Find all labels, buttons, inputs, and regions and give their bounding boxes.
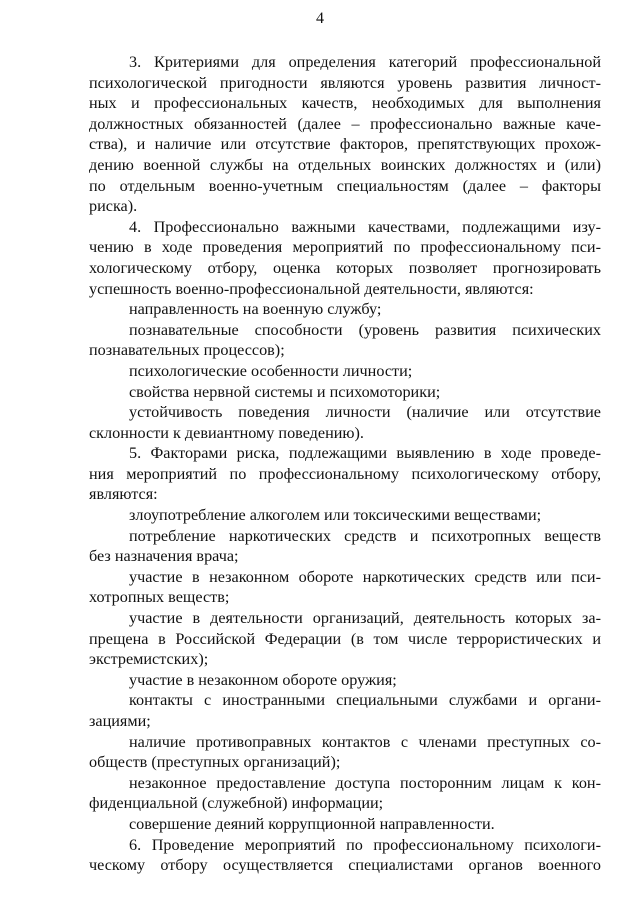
text-line: 5. Факторами риска, подлежащими выявлению в ходе проведе- xyxy=(129,444,601,463)
text-line: зациями; xyxy=(89,712,151,730)
text-line: познавательных процессов); xyxy=(89,341,285,360)
text-line: ства), и наличие или отсутствие факторов, препятствующих прохож- xyxy=(89,135,601,154)
text-line: совершение деяний коррупционной направленности. xyxy=(129,814,495,833)
text-line: злоупотребление алкоголем или токсическими веществами; xyxy=(129,506,542,525)
text-line: контакты с иностранными специальными службами и органи- xyxy=(129,691,601,710)
text-line: являются: xyxy=(89,485,158,504)
text-line: риска). xyxy=(89,197,138,216)
text-line: должностных обязанностей (далее – профессионально важные каче- xyxy=(89,114,601,133)
text-line: незаконное предоставление доступа посторонним лицам к кон- xyxy=(129,773,601,792)
text-line: наличие противоправных контактов с членами преступных со- xyxy=(129,732,601,751)
text-line: хологическому отбору, оценка которых позволяет прогнозировать xyxy=(89,258,601,277)
document-body xyxy=(89,52,601,876)
text-line: направленность на военную службу; xyxy=(129,300,382,319)
text-line: потребление наркотических средств и психотропных веществ xyxy=(129,526,601,545)
page-number: 4 xyxy=(316,10,324,27)
text-line: фиденциальной (служебной) информации; xyxy=(89,794,384,813)
text-line: хотропных веществ; xyxy=(89,588,230,607)
text-line: дению военной службы на отдельных воинских должностях и (или) xyxy=(89,155,601,174)
text-line: 6. Проведение мероприятий по профессиональному психологи- xyxy=(129,835,601,854)
text-line: успешность военно-профессиональной деятельности, являются: xyxy=(89,279,534,298)
text-line: ческому отбору осуществляется специалистами органов военного xyxy=(89,856,601,875)
text-line: без назначения врача; xyxy=(89,547,239,566)
text-line: ных и профессиональных качеств, необходимых для выполнения xyxy=(89,94,601,113)
text-line: психологические особенности личности; xyxy=(129,361,413,380)
text-line: участие в незаконном обороте наркотических средств или пси- xyxy=(129,567,601,586)
text-line: устойчивость поведения личности (наличие или отсутствие xyxy=(129,403,601,422)
text-line: познавательные способности (уровень развития психических xyxy=(129,320,601,339)
text-line: участие в незаконном обороте оружия; xyxy=(129,670,397,689)
text-line: по отдельным военно-учетным специальностям (далее – факторы xyxy=(89,176,601,195)
text-line: экстремистских); xyxy=(89,650,209,669)
text-line: 3. Критериями для определения категорий профессиональной xyxy=(129,53,601,71)
text-line: участие в деятельности организаций, деятельность которых за- xyxy=(129,609,601,628)
text-line: ния мероприятий по профессиональному психологическому отбору, xyxy=(89,464,601,483)
text-line: чению в ходе проведения мероприятий по профессиональному пси- xyxy=(89,238,601,257)
text-line: свойства нервной системы и психомоторики; xyxy=(129,382,441,401)
text-line: психологической пригодности являются уровень развития личност- xyxy=(89,73,601,92)
text-line: обществ (преступных организаций); xyxy=(89,753,341,772)
text-line: 4. Профессионально важными качествами, подлежащими изу- xyxy=(129,217,601,236)
text-line: прещена в Российской Федерации (в том числе террористических и xyxy=(89,629,601,648)
text-line: склонности к девиантному поведению). xyxy=(89,423,364,442)
